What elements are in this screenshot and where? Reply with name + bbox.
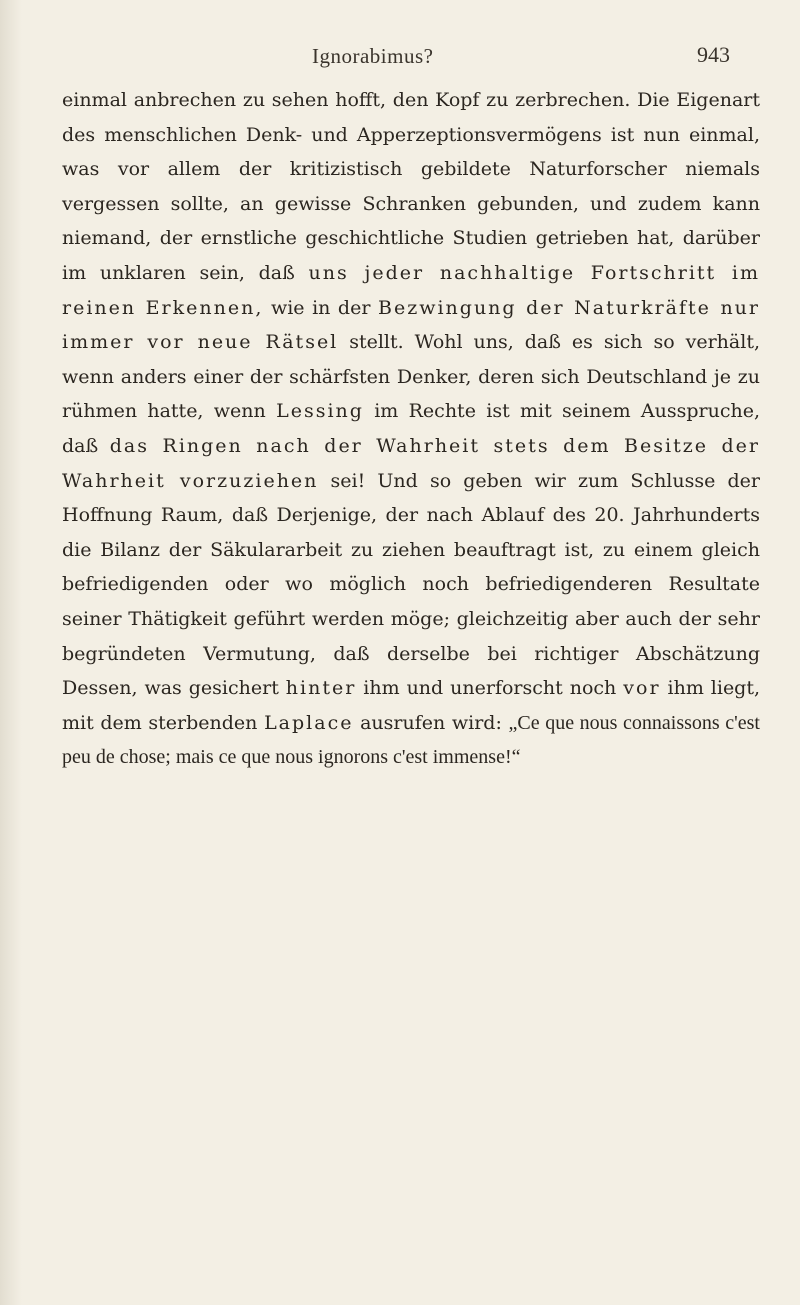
text-run-6: ihm und unerforscht noch (363, 677, 617, 700)
body-paragraph (62, 83, 760, 775)
emphasis-vor: vor (623, 677, 661, 700)
text-run-3: stellt. Wohl uns, daß es sich so verhält, wenn anders einer der schärfsten Denker, deren sich Deutschland je zu rühmen hatte, wenn (62, 331, 760, 423)
emphasis-hinter: hinter (285, 677, 357, 700)
emphasis-ringen: das Ringen nach der Wahrheit stets dem Besitze der Wahrheit vorzuziehen (62, 434, 760, 492)
text-run-2: wie in der (270, 296, 371, 319)
text-run-intro: einmal anbrechen zu sehen hofft, den Kopf zu zerbrechen. Die Eigenart des menschlichen Denk- und Apperzeptionsvermögens ist nun einmal, was vor allem der kritizistisch gebildete Naturforscher niemals vergessen sollte, an gewisse Schranken gebunden, und zudem kann niemand, der ernstliche geschichtliche Studien getrieben hat, darüber im unklaren sein, daß (62, 89, 760, 284)
text-run-7: ihm liegt, mit dem sterbenden (62, 677, 761, 734)
page-number: 943 (697, 42, 730, 67)
french-quotation: „Ce que nous connaissons c'est peu de chose; mais ce que nous ignorons c'est immense!“ (62, 711, 760, 769)
text-run-5: sei! Und so geben wir zum Schlusse der Hoffnung Raum, daß Derjenige, der nach Ablauf des 20. Jahrhunderts die Bilanz der Säkulararbeit zu ziehen beauftragt ist, zu einem gleich befriedigenden oder wo möglich noch befriedigenderen Resultate seiner Thätigkeit geführt werden möge; gleichzeitig aber auch der sehr begründeten Vermutung, daß derselbe bei richtiger Abschätzung Dessen, was gesichert (62, 469, 760, 700)
text-run-8: ausrufen wird: (360, 711, 502, 734)
running-title: Ignorabimus? (312, 44, 434, 68)
emphasis-bezwingung: Bezwingung der Naturkräfte nur immer vor neue Rätsel (62, 296, 761, 354)
emphasis-fortschritt: uns jeder nachhaltige Fortschritt im reinen Erkennen, (62, 261, 760, 319)
text-run-4: im Rechte ist mit seinem Ausspruche, daß (62, 400, 761, 457)
emphasis-lessing: Lessing (276, 400, 364, 423)
emphasis-laplace: Laplace (264, 711, 354, 734)
page-edge-shadow (0, 0, 22, 1305)
